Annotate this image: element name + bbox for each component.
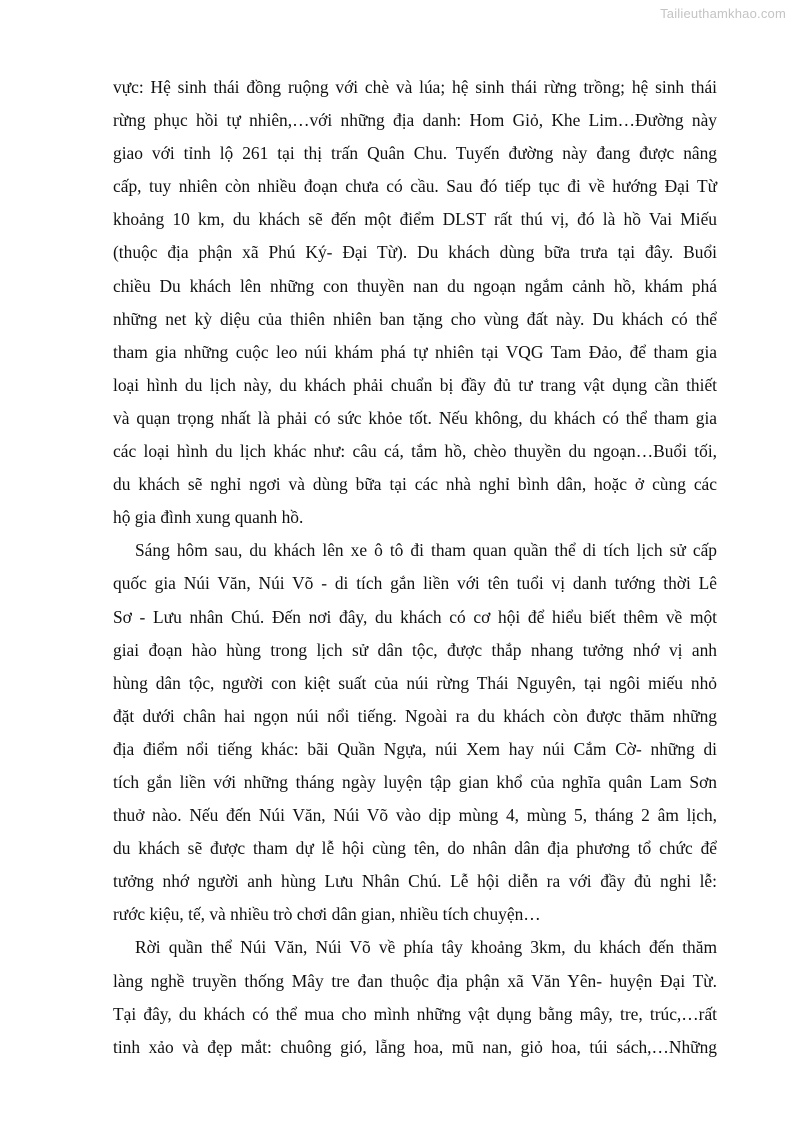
text-line: tham gia những cuộc leo núi khám phá tự nhiên tại VQG Tam Đảo, để tham gia xyxy=(113,341,717,362)
text-line: những net kỳ diệu của thiên nhiên ban tặng cho vùng đất này. Du khách có thể xyxy=(113,308,717,329)
text-line: đặt dưới chân hai ngọn núi nổi tiếng. Ngoài ra du khách còn được thăm những xyxy=(113,705,717,726)
text-line: vực: Hệ sinh thái đồng ruộng với chè và lúa; hệ sinh thái rừng trồng; hệ sinh thái xyxy=(113,77,717,97)
text-line: thuở nào. Nếu đến Núi Văn, Núi Võ vào dịp mùng 4, mùng 5, tháng 2 âm lịch, xyxy=(113,805,717,826)
text-line: du khách sẽ được tham dự lễ hội cùng tên, do nhân dân địa phương tổ chức để xyxy=(113,838,717,859)
paragraph-1 xyxy=(113,71,717,534)
watermark: Tailieuthamkhao.com xyxy=(660,6,786,21)
text-line: giao với tỉnh lộ 261 tại thị trấn Quân Chu. Tuyến đường này đang được nâng xyxy=(113,143,717,164)
text-line: tinh xảo và đẹp mắt: chuông gió, lẵng hoa, mũ nan, giỏ hoa, túi sách,…Những xyxy=(113,1036,717,1057)
text-line: địa điểm nổi tiếng khác: bãi Quần Ngựa, núi Xem hay núi Cắm Cờ- những di xyxy=(113,738,717,759)
text-line: giai đoạn hào hùng trong lịch sử dân tộc, được thắp nhang tưởng nhớ vị anh xyxy=(113,639,717,660)
text-line: quốc gia Núi Văn, Núi Võ - di tích gắn liền với tên tuổi vị danh tướng thời Lê xyxy=(113,573,717,594)
text-line: khoảng 10 km, du khách sẽ đến một điểm DLST rất thú vị, đó là hồ Vai Miếu xyxy=(113,209,717,230)
text-line: tưởng nhớ người anh hùng Lưu Nhân Chú. Lễ hội diễn ra với đầy đủ nghi lễ: xyxy=(113,871,717,892)
document-body xyxy=(113,71,717,1064)
text-line: làng nghề truyền thống Mây tre đan thuộc địa phận xã Văn Yên- huyện Đại Từ. xyxy=(113,970,717,991)
text-line: Tại đây, du khách có thể mua cho mình những vật dụng bằng mây, tre, trúc,…rất xyxy=(113,1003,717,1024)
text-line: loại hình du lịch này, du khách phải chuẩn bị đầy đủ tư trang vật dụng cần thiết xyxy=(113,374,717,395)
text-line: Sáng hôm sau, du khách lên xe ô tô đi tham quan quần thể di tích lịch sử cấp xyxy=(135,540,717,561)
text-line: chiều Du khách lên những con thuyền nan du ngoạn ngắm cảnh hồ, khám phá xyxy=(113,275,717,296)
text-line: du khách sẽ nghỉ ngơi và dùng bữa tại các nhà nghỉ bình dân, hoặc ở cùng các xyxy=(113,474,717,495)
text-line: rừng phục hồi tự nhiên,…với những địa danh: Hom Giỏ, Khe Lim…Đường này xyxy=(113,110,717,131)
text-line: hùng dân tộc, người con kiệt suất của núi rừng Thái Nguyên, tại ngôi miếu nhỏ xyxy=(113,672,717,693)
text-line: hộ gia đình xung quanh hồ. xyxy=(113,507,304,528)
text-line: cấp, tuy nhiên còn nhiều đoạn chưa có cầu. Sau đó tiếp tục đi về hướng Đại Từ xyxy=(113,176,717,197)
text-line: Sơ - Lưu nhân Chú. Đến nơi đây, du khách có cơ hội để hiểu biết thêm về một xyxy=(113,606,717,627)
paragraph-2 xyxy=(113,534,717,931)
text-line: các loại hình du lịch khác như: câu cá, tắm hồ, chèo thuyền du ngoạn…Buổi tối, xyxy=(113,441,717,462)
text-line: tích gắn liền với những tháng ngày luyện tập gian khổ của nghĩa quân Lam Sơn xyxy=(113,771,717,792)
paragraph-3 xyxy=(113,931,717,1063)
text-line: Rời quần thể Núi Văn, Núi Võ về phía tây khoảng 3km, du khách đến thăm xyxy=(135,937,717,958)
text-line: và quạn trọng nhất là phải có sức khỏe tốt. Nếu không, du khách có thể tham gia xyxy=(113,407,717,428)
text-line: (thuộc địa phận xã Phú Ký- Đại Từ). Du khách dùng bữa trưa tại đây. Buổi xyxy=(113,242,717,263)
text-line: rước kiệu, tế, và nhiều trò chơi dân gian, nhiều tích chuyện… xyxy=(113,904,541,925)
